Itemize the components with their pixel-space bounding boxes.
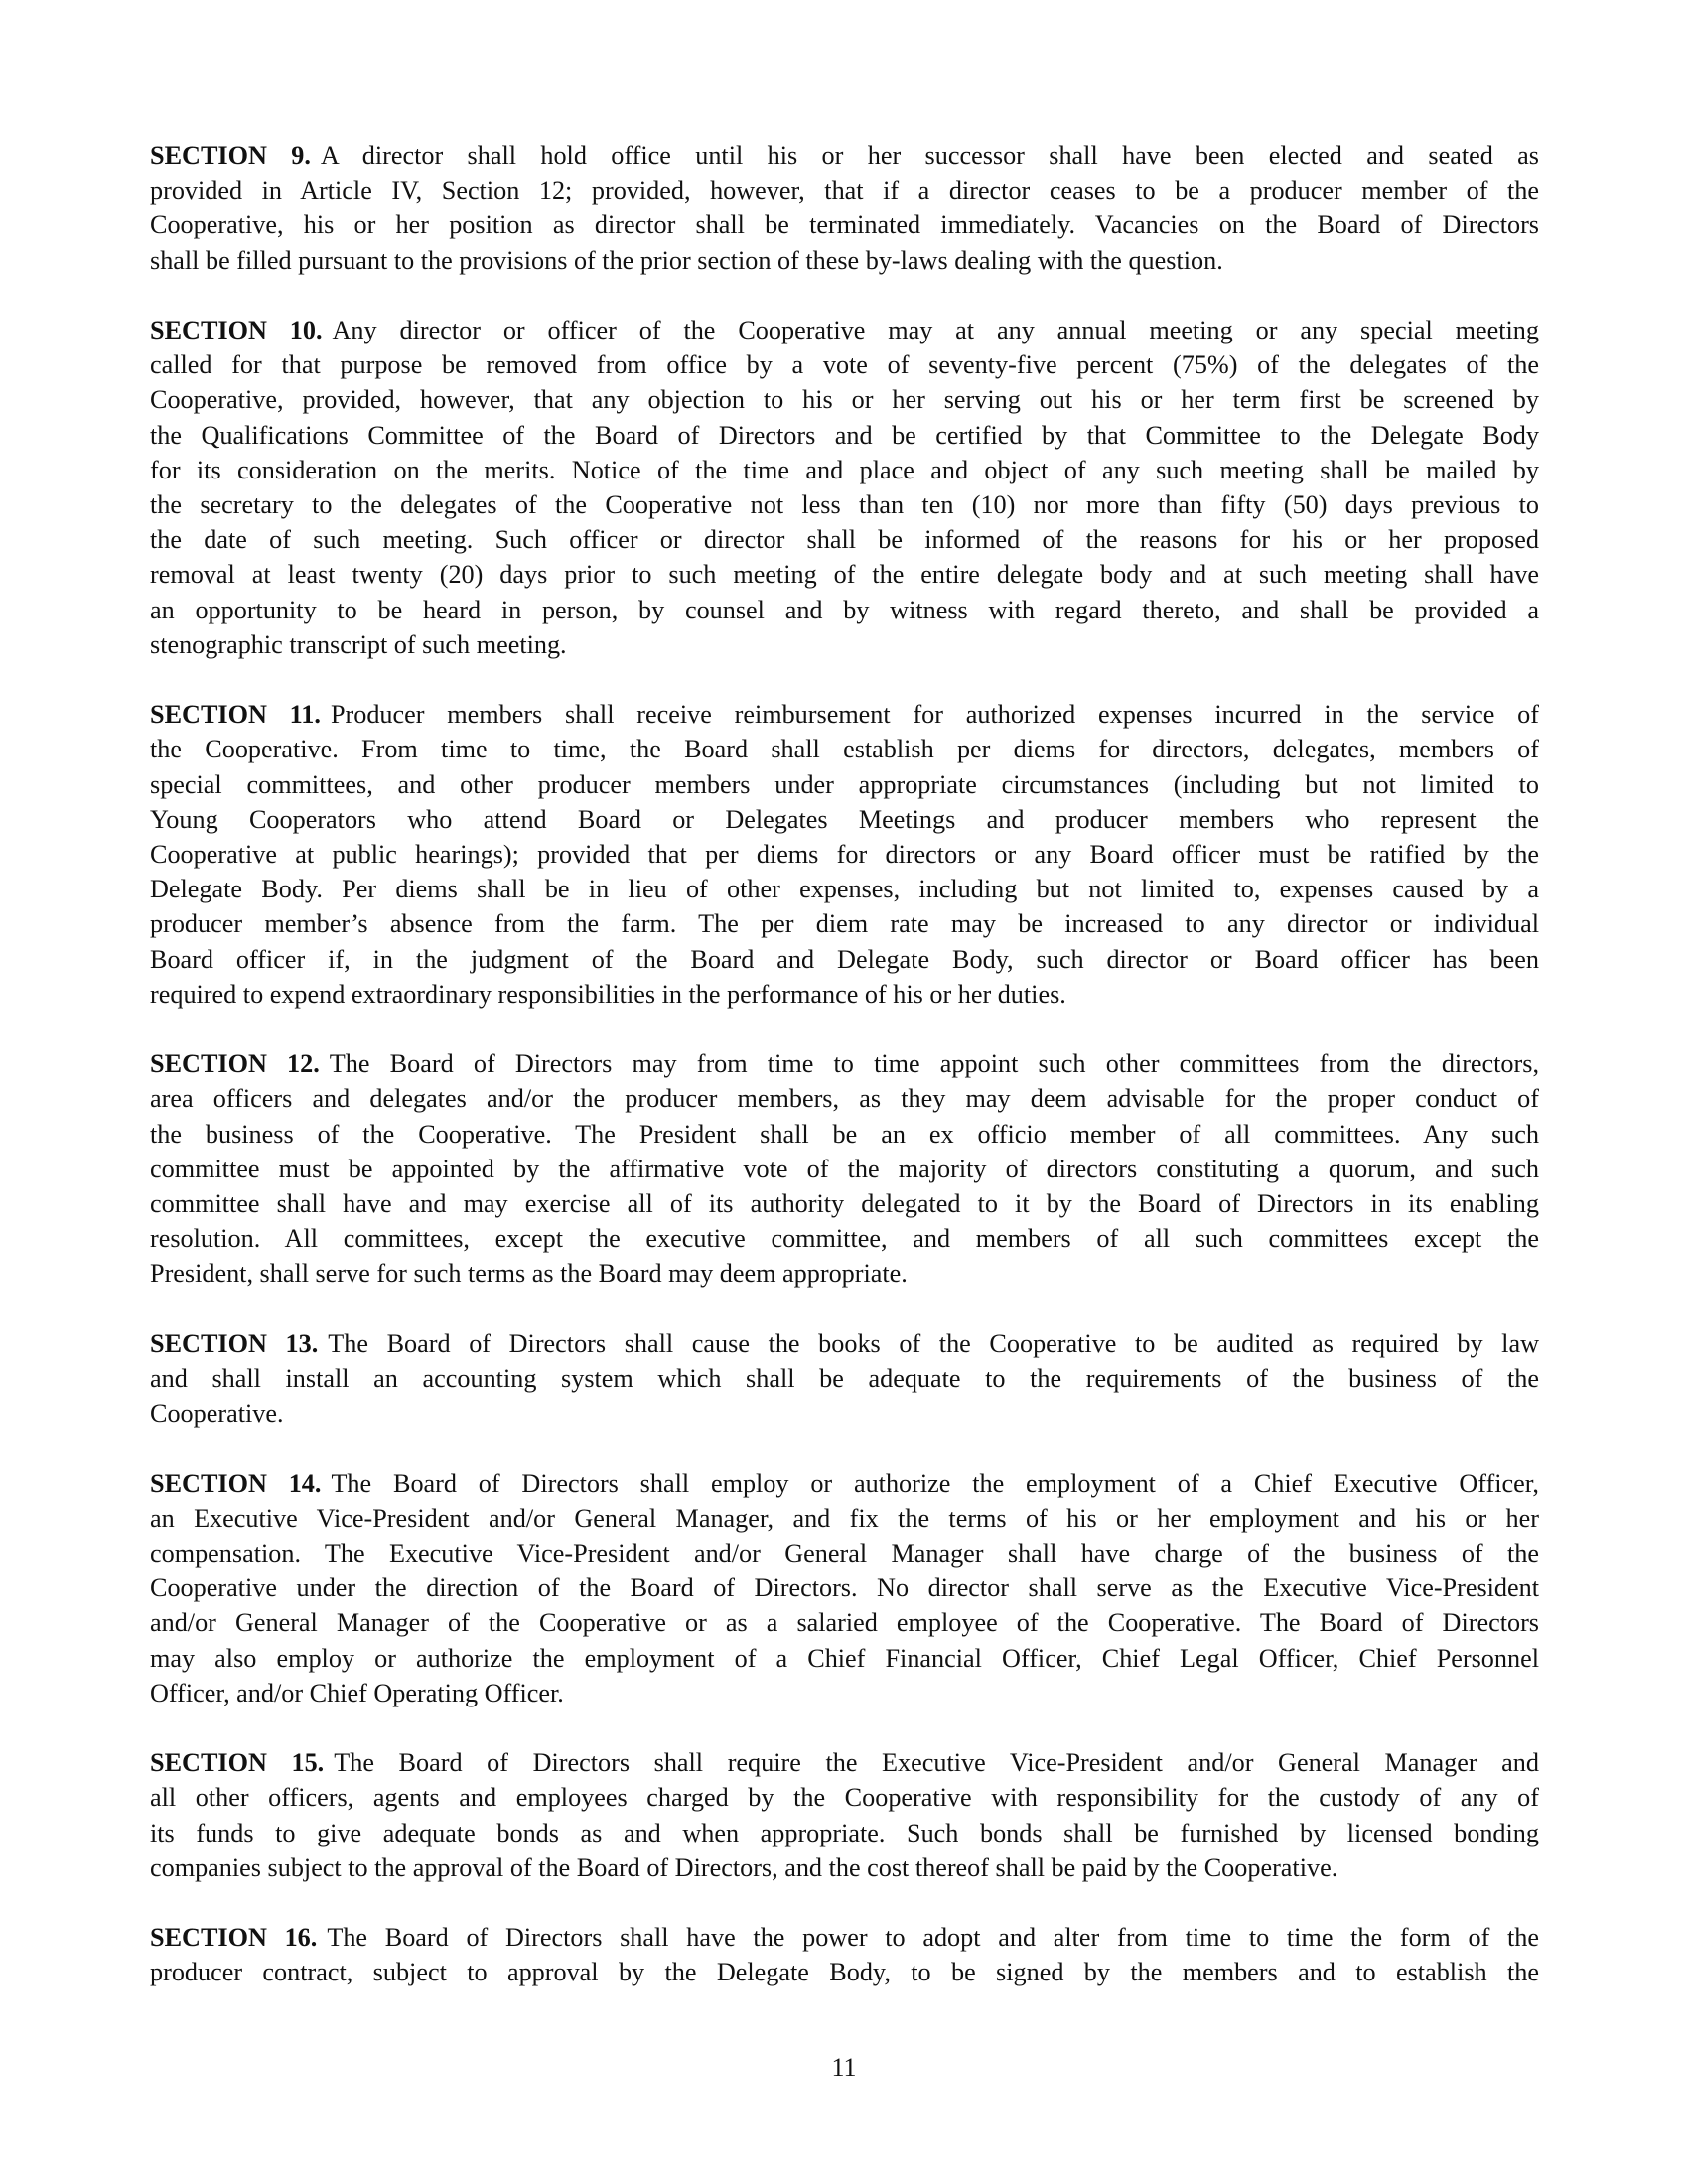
section-line: committee must be appointed by the affirmative vote of the majority of directors constituting a quorum, and such — [150, 1154, 1539, 1183]
section-line: may also employ or authorize the employment of a Chief Financial Officer, Chief Legal Officer, Chief Personnel — [150, 1643, 1539, 1673]
section-text: The Board of Directors shall cause the books of the Cooperative to be audited as required by law — [328, 1328, 1539, 1358]
section-line: an opportunity to be heard in person, by counsel and by witness with regard thereto, and shall be provided a — [150, 595, 1539, 624]
section-text: The Board of Directors shall require the Executive Vice-President and/or General Manager and — [334, 1748, 1539, 1778]
section-10 — [150, 313, 1539, 662]
section-line: President, shall serve for such terms as the Board may deem appropriate. — [150, 1259, 908, 1289]
section-line — [150, 1745, 1539, 1780]
section-line: and/or General Manager of the Cooperative or as a salaried employee of the Cooperative. The Board of Directors — [150, 1608, 1539, 1638]
section-line: Cooperative. — [150, 1399, 284, 1429]
section-line: the date of such meeting. Such officer or director shall be informed of the reasons for his or her proposed — [150, 525, 1539, 555]
section-line: Board officer if, in the judgment of the Board and Delegate Body, such director or Board officer has been — [150, 944, 1539, 974]
section-line — [150, 697, 1539, 732]
section-line: Cooperative under the direction of the Board of Directors. No director shall serve as the Executive Vice-President — [150, 1573, 1539, 1603]
section-11 — [150, 697, 1539, 1012]
section-line: producer member’s absence from the farm. The per diem rate may be increased to any director or individual — [150, 909, 1539, 939]
section-line: all other officers, agents and employees charged by the Cooperative with responsibility for the custody of any of — [150, 1783, 1539, 1813]
section-line: committee shall have and may exercise all of its authority delegated to it by the Board of Directors in its enabling — [150, 1188, 1539, 1218]
section-line: companies subject to the approval of the Board of Directors, and the cost thereof shall be paid by the Cooperative. — [150, 1852, 1338, 1882]
section-line: Cooperative at public hearings); provided that per diems for directors or any Board officer must be ratified by the — [150, 839, 1539, 869]
section-line: shall be filled pursuant to the provisions of the prior section of these by-laws dealing with the question. — [150, 245, 1223, 275]
section-line: resolution. All committees, except the executive committee, and members of all such committees except the — [150, 1224, 1539, 1254]
section-heading: SECTION 12. — [150, 1049, 320, 1079]
section-line: and shall install an accounting system which shall be adequate to the requirements of the business of the — [150, 1363, 1539, 1393]
section-line — [150, 1326, 1539, 1361]
section-line — [150, 1046, 1539, 1081]
section-line: an Executive Vice-President and/or General Manager, and fix the terms of his or her employment and his or her — [150, 1503, 1539, 1533]
section-line: the secretary to the delegates of the Cooperative not less than ten (10) nor more than fifty (50) days previous to — [150, 489, 1539, 519]
section-12 — [150, 1046, 1539, 1291]
section-heading: SECTION 11. — [150, 700, 321, 730]
section-line: Delegate Body. Per diems shall be in lieu of other expenses, including but not limited to, expenses caused by a — [150, 875, 1539, 904]
section-line: the Cooperative. From time to time, the Board shall establish per diems for directors, delegates, members of — [150, 735, 1539, 764]
section-line: area officers and delegates and/or the producer members, as they may deem advisable for the proper conduct of — [150, 1084, 1539, 1114]
section-line: producer contract, subject to approval by the Delegate Body, to be signed by the members and to establish the — [150, 1958, 1539, 1987]
section-line: stenographic transcript of such meeting. — [150, 629, 567, 659]
section-line — [150, 1920, 1539, 1955]
section-text: The Board of Directors shall employ or authorize the employment of a Chief Executive Officer, — [331, 1468, 1539, 1498]
section-text: Producer members shall receive reimbursement for authorized expenses incurred in the service of — [330, 700, 1539, 730]
page-number: 11 — [831, 2053, 857, 2082]
section-line: Cooperative, provided, however, that any objection to his or her serving out his or her term first be screened by — [150, 385, 1539, 415]
section-heading: SECTION 15. — [150, 1748, 325, 1778]
section-heading: SECTION 10. — [150, 316, 323, 344]
section-line: its funds to give adequate bonds as and when appropriate. Such bonds shall be furnished by licensed bonding — [150, 1818, 1539, 1847]
section-heading: SECTION 13. — [150, 1328, 319, 1358]
section-text: A director shall hold office until his or her successor shall have been elected and seated as — [320, 141, 1539, 170]
section-text: The Board of Directors shall have the power to adopt and alter from time to time the form of the — [327, 1923, 1539, 1953]
section-line: the Qualifications Committee of the Board of Directors and be certified by that Committee to the Delegate Body — [150, 420, 1539, 450]
section-line — [150, 313, 1539, 347]
section-line: called for that purpose be removed from office by a vote of seventy-five percent (75%) of the delegates of the — [150, 350, 1539, 380]
section-line: removal at least twenty (20) days prior to such meeting of the entire delegate body and at such meeting shall have — [150, 560, 1539, 590]
section-line: special committees, and other producer members under appropriate circumstances (including but not limited to — [150, 769, 1539, 799]
section-line: Officer, and/or Chief Operating Officer. — [150, 1678, 564, 1707]
section-line: the business of the Cooperative. The President shall be an ex officio member of all committees. Any such — [150, 1119, 1539, 1149]
section-14 — [150, 1466, 1539, 1710]
section-heading: SECTION 9. — [150, 141, 311, 170]
section-15 — [150, 1745, 1539, 1885]
section-line: provided in Article IV, Section 12; provided, however, that if a director ceases to be a producer member of the — [150, 176, 1539, 205]
section-line: required to expend extraordinary responsibilities in the performance of his or her duties. — [150, 979, 1066, 1009]
section-line — [150, 1466, 1539, 1501]
section-text: Any director or officer of the Cooperative may at any annual meeting or any special meeting — [332, 316, 1539, 344]
section-heading: SECTION 14. — [150, 1468, 322, 1498]
section-text: The Board of Directors may from time to time appoint such other committees from the directors, — [329, 1049, 1539, 1079]
section-16 — [150, 1920, 1539, 1989]
section-heading: SECTION 16. — [150, 1923, 318, 1953]
section-line: Young Cooperators who attend Board or Delegates Meetings and producer members who represent the — [150, 804, 1539, 834]
section-line: Cooperative, his or her position as director shall be terminated immediately. Vacancies on the Board of Directors — [150, 210, 1539, 240]
section-line: compensation. The Executive Vice-President and/or General Manager shall have charge of the business of the — [150, 1538, 1539, 1568]
section-line: for its consideration on the merits. Notice of the time and place and object of any such meeting shall be mailed by — [150, 455, 1539, 484]
section-9 — [150, 138, 1539, 278]
section-13 — [150, 1326, 1539, 1432]
section-line — [150, 138, 1539, 173]
